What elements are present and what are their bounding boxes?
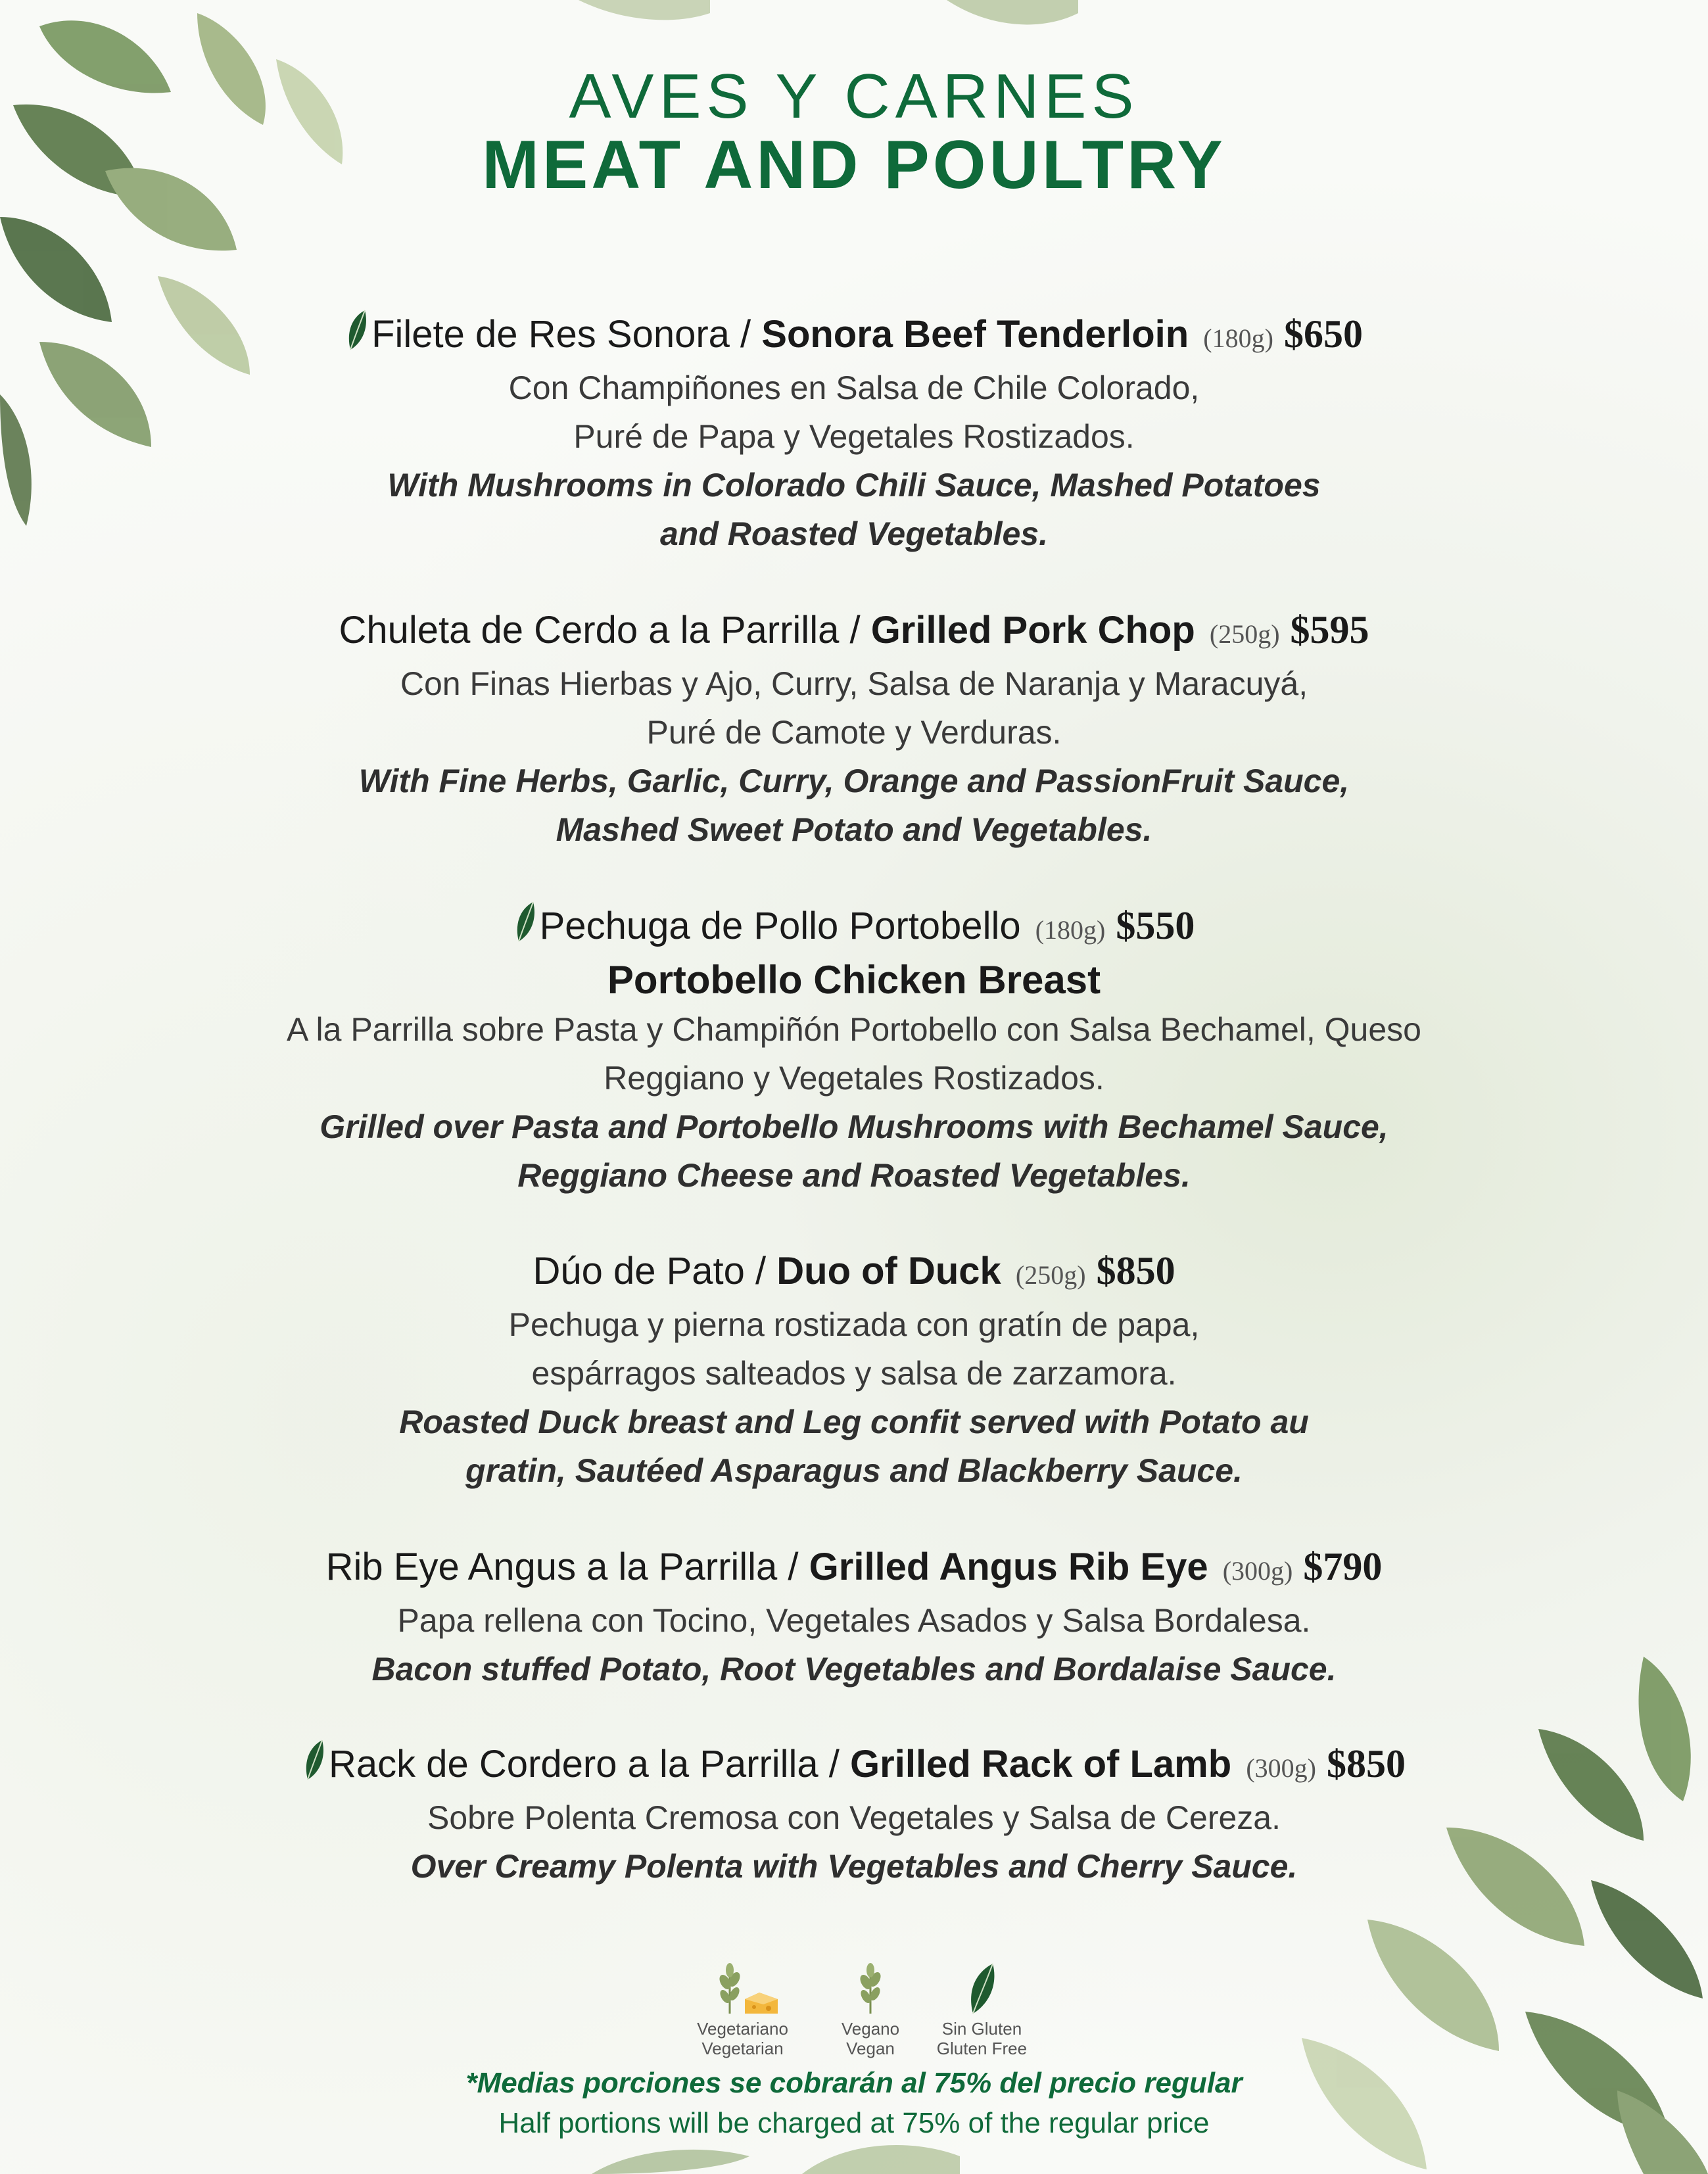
menu-item-angus-rib-eye [0,1542,1708,1693]
menu-item-rack-of-lamb [0,1739,1708,1891]
item-name-line [0,1542,1708,1596]
gluten-free-leaf-icon [345,309,369,351]
item-name-es: Dúo de Pato / [533,1250,777,1292]
item-desc-en: and Roasted Vegetables. [660,515,1048,552]
item-desc-en: Grilled over Pasta and Portobello Mushrooms with Bechamel Sauce, [320,1108,1388,1145]
item-desc-es: A la Parrilla sobre Pasta y Champiñón Portobello con Salsa Bechamel, Queso [287,1011,1421,1048]
item-name-en: Grilled Pork Chop [870,609,1195,651]
menu-item-portobello-chicken [0,901,1708,1200]
legend-label-es: Sin Gluten [941,2019,1022,2039]
vegan-icon [851,1962,890,2015]
legend-label-es: Vegetariano [697,2019,788,2039]
item-price: $850 [1326,1742,1406,1785]
item-desc-en: Over Creamy Polenta with Vegetables and Cherry Sauce. [410,1848,1298,1885]
item-desc-es: Puré de Papa y Vegetales Rostizados. [573,418,1135,455]
legend-label-en: Vegetarian [701,2039,784,2058]
item-desc-en: gratin, Sautéed Asparagus and Blackberry Sauce. [465,1452,1243,1489]
item-desc-en: Bacon stuffed Potato, Root Vegetables and Bordalaise Sauce. [371,1651,1337,1688]
legend-vegetarian [667,1962,818,2058]
item-name-line [0,901,1708,955]
legend-gluten-free [922,1962,1041,2058]
item-price: $790 [1303,1545,1383,1588]
legend-label-en: Vegan [846,2039,895,2058]
legend-label-es: Vegano [841,2019,900,2039]
page-title-spanish: AVES Y CARNES [569,61,1139,131]
legend-vegan [828,1962,913,2058]
item-weight: (300g) [1222,1556,1293,1586]
item-weight: (180g) [1035,915,1106,945]
item-name-line [0,605,1708,659]
item-weight: (300g) [1246,1753,1316,1783]
item-desc-es: Reggiano y Vegetales Rostizados. [604,1060,1104,1097]
item-desc-es: Pechuga y pierna rostizada con gratín de papa, [508,1306,1200,1343]
vegetarian-icon [700,1962,786,2015]
item-name-line [0,309,1708,364]
footnote-spanish: *Medias porciones se cobrarán al 75% del precio regular [465,2067,1243,2099]
gluten-free-leaf-icon [965,1962,998,2015]
item-desc-en: Mashed Sweet Potato and Vegetables. [556,811,1152,848]
item-name-en: Grilled Angus Rib Eye [809,1546,1208,1588]
menu-item-pork-chop [0,605,1708,854]
item-desc-es: espárragos salteados y salsa de zarzamora. [531,1355,1177,1392]
item-desc-en: Reggiano Cheese and Roasted Vegetables. [517,1157,1191,1194]
item-name-en: Sonora Beef Tenderloin [761,313,1189,356]
item-name-es: Rib Eye Angus a la Parrilla / [325,1546,809,1588]
dietary-legend [0,1962,1708,2058]
item-weight: (180g) [1203,323,1273,353]
menu-item-duo-of-duck [0,1246,1708,1495]
item-desc-en: With Mushrooms in Colorado Chili Sauce, Mashed Potatoes [387,467,1321,504]
item-price: $850 [1096,1249,1175,1292]
item-name-line [0,1246,1708,1300]
item-weight: (250g) [1209,619,1280,649]
item-name-en: Portobello Chicken Breast [607,958,1101,1002]
item-name-es: Filete de Res Sonora / [371,313,762,356]
item-desc-en: Roasted Duck breast and Leg confit served with Potato au [399,1404,1309,1440]
item-desc-es: Con Finas Hierbas y Ajo, Curry, Salsa de Naranja y Maracuyá, [400,665,1308,702]
item-price: $595 [1290,608,1369,651]
leaf-decoration-top-icon [579,0,1078,46]
footnote-english: Half portions will be charged at 75% of the regular price [498,2107,1210,2139]
item-desc-es: Con Champiñones en Salsa de Chile Colorado, [508,369,1200,406]
item-name-es: Pechuga de Pollo Portobello [539,905,1021,947]
legend-label-en: Gluten Free [936,2039,1028,2058]
item-name-en: Grilled Rack of Lamb [850,1743,1232,1785]
item-desc-es: Papa rellena con Tocino, Vegetales Asados y Salsa Bordalesa. [397,1602,1311,1639]
gluten-free-leaf-icon [302,1739,326,1781]
item-name-es: Chuleta de Cerdo a la Parrilla / [339,609,871,651]
item-name-es: Rack de Cordero a la Parrilla / [329,1743,851,1785]
item-desc-en: With Fine Herbs, Garlic, Curry, Orange and PassionFruit Sauce, [358,763,1350,799]
item-name-line [0,1739,1708,1793]
item-price: $550 [1116,904,1195,947]
item-name-en: Duo of Duck [776,1250,1001,1292]
item-weight: (250g) [1015,1260,1086,1290]
page-title-english: MEAT AND POULTRY [482,127,1226,203]
gluten-free-leaf-icon [513,901,537,943]
menu-item-sonora-beef [0,309,1708,558]
item-price: $650 [1283,312,1363,356]
item-desc-es: Sobre Polenta Cremosa con Vegetales y Salsa de Cereza. [427,1799,1281,1836]
item-desc-es: Puré de Camote y Verduras. [646,714,1062,751]
